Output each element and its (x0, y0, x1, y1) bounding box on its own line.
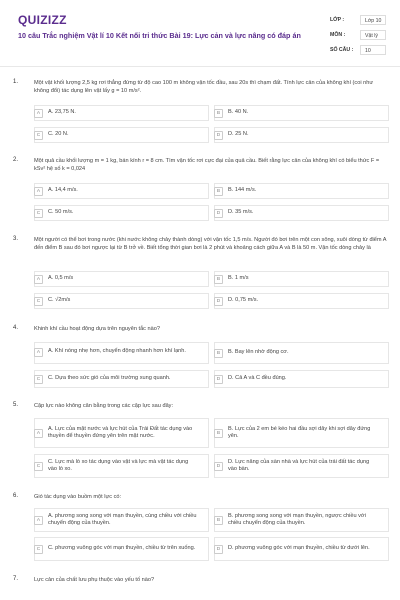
option-key: D (214, 462, 223, 471)
meta-count (330, 45, 386, 56)
option-text: B. 144 m/s. (228, 187, 257, 194)
meta-class (330, 15, 386, 26)
option-text: D. 35 m/s. (228, 209, 254, 216)
class-label: LỚP : (330, 17, 345, 23)
option-key: A (34, 275, 43, 284)
option-key: C (34, 209, 43, 218)
option-b[interactable] (214, 426, 389, 440)
option-d[interactable] (214, 372, 389, 386)
option-text: D. 0,75 m/s. (228, 297, 259, 304)
question-number: 3. (13, 236, 19, 242)
option-text: D. 25 N. (228, 131, 249, 138)
option-text: C. 50 m/s. (48, 209, 74, 216)
header-divider (0, 66, 400, 67)
option-a[interactable] (34, 426, 209, 440)
option-text: A. phương song song với mạn thuyền, cùng chiều với chiều chuyển động của thuyền. (48, 512, 197, 526)
option-key: D (214, 375, 223, 384)
quizizz-logo: QUIZIZZ (18, 13, 67, 27)
option-text: B. Lực của 2 em bé kéo hai đầu sợi dây khi sợi dây đứng yên. (228, 425, 371, 439)
option-key: B (214, 516, 223, 525)
option-key: B (214, 349, 223, 358)
class-value: Lớp 10 (360, 15, 386, 25)
option-key: B (214, 429, 223, 438)
option-key: C (34, 297, 43, 306)
question-number: 2. (13, 157, 19, 163)
option-text: A. Khí nóng nhẹ hơn, chuyển động nhanh hơn khí lạnh. (48, 348, 186, 355)
option-d[interactable] (214, 128, 389, 142)
question-number: 7. (13, 576, 19, 582)
question-number: 4. (13, 325, 19, 331)
option-text: B. Bay lên nhờ động cơ. (228, 349, 289, 356)
option-text: D. Lực nâng của sàn nhà và lực hút của trái đất tác dụng vào bàn. (228, 458, 370, 472)
page-title: 10 câu Trắc nghiệm Vật lí 10 Kết nối tri thức Bài 19: Lực cản và lực nâng có đáp án (18, 31, 301, 40)
option-key: A (34, 109, 43, 118)
option-key: B (214, 187, 223, 196)
header (0, 0, 400, 62)
option-a[interactable] (34, 272, 209, 286)
option-key: A (34, 429, 43, 438)
option-text: C. 20 N. (48, 131, 69, 138)
option-b[interactable] (214, 513, 389, 527)
question-text: Cặp lực nào không cân bằng trong các cặp lực sau đây: (34, 403, 174, 409)
option-text: C. Lực mà lò xo tác dụng vào vật và lực mà vật tác dụng vào lò xo. (48, 458, 189, 472)
option-text: D. phương vuông góc với mạn thuyền, chiều từ dưới lên. (228, 545, 370, 552)
option-key: D (214, 209, 223, 218)
option-d[interactable] (214, 459, 389, 473)
option-c[interactable] (34, 372, 209, 386)
option-text: C. phương vuông góc với mạn thuyền, chiều từ trên xuống. (48, 545, 196, 552)
option-key: A (34, 187, 43, 196)
option-key: C (34, 375, 43, 384)
option-text: B. phương song song với mạn thuyền, ngược chiều với chiều chuyển động của thuyền. (228, 512, 366, 526)
option-b[interactable] (214, 106, 389, 120)
option-b[interactable] (214, 272, 389, 286)
count-value: 10 (360, 45, 386, 55)
option-key: A (34, 516, 43, 525)
option-text: B. 40 N. (228, 109, 249, 116)
option-key: D (214, 297, 223, 306)
option-key: D (214, 545, 223, 554)
question-text: Một quả cầu khối lượng m = 1 kg, bán kính r = 8 cm. Tìm vận tốc rơi cực đại của quả cầu. Biết rằng lực cản của không khí có biểu thức F = kSv² hệ số k = 0,024 (34, 158, 380, 173)
option-key: D (214, 131, 223, 140)
question-text: Lực cản của chất lưu phụ thuộc vào yếu tố nào? (34, 577, 155, 583)
option-key: C (34, 462, 43, 471)
option-key: C (34, 545, 43, 554)
option-key: C (34, 131, 43, 140)
question-number: 6. (13, 493, 19, 499)
option-d[interactable] (214, 206, 389, 220)
subject-value: Vật lý (360, 30, 386, 40)
option-text: A. Lực của mặt nước và lực hút của Trái Đất tác dụng vào thuyền để thuyền đứng yên trên mặt nước. (48, 425, 193, 439)
option-text: A. 0,5 m/s (48, 275, 74, 282)
option-c[interactable] (34, 294, 209, 308)
option-a[interactable] (34, 106, 209, 120)
option-text: C. √2m/s (48, 297, 71, 304)
option-b[interactable] (214, 346, 389, 360)
option-text: A. 14,4 m/s. (48, 187, 78, 194)
option-a[interactable] (34, 184, 209, 198)
option-a[interactable] (34, 513, 209, 527)
option-c[interactable] (34, 206, 209, 220)
option-d[interactable] (214, 542, 389, 556)
question-number: 5. (13, 402, 19, 408)
option-a[interactable] (34, 345, 209, 359)
option-text: B. 1 m/s (228, 275, 249, 282)
option-d[interactable] (214, 294, 389, 308)
option-b[interactable] (214, 184, 389, 198)
option-key: B (214, 275, 223, 284)
option-key: B (214, 109, 223, 118)
option-c[interactable] (34, 459, 209, 473)
question-text: Một người có thể bơi trong nước (khi nước không chảy thành dòng) với vận tốc 1,5 m/s. Người đó bơi trên một con sông, xuôi dòng từ điểm A đến điểm B sau đó bơi ngược lại từ B trở về. Biết tổng thời gian bơi là 2 phút và khoảng cách giữa A và B là 50 m. Vận tốc dòng chảy là (34, 237, 387, 252)
option-c[interactable] (34, 128, 209, 142)
option-text: C. Dựa theo sức gió của môi trường xung quanh. (48, 375, 171, 382)
meta-subject (330, 30, 386, 41)
question-text: Một vật khối lượng 2,5 kg rơi thẳng đứng từ độ cao 100 m không vận tốc đầu, sau 20s thì chạm đất. Tính lực cản của không khí (coi như không đổi) tác dụng lên vật lấy g = 10 m/s². (34, 80, 374, 95)
question-number: 1. (13, 79, 19, 85)
count-label: SỐ CÂU : (330, 47, 354, 53)
question-text: Khinh khí cầu hoạt động dựa trên nguyên tắc nào? (34, 326, 160, 332)
question-text: Gió tác dụng vào buồm một lực có: (34, 494, 122, 500)
option-key: A (34, 348, 43, 357)
option-text: A. 23,75 N. (48, 109, 76, 116)
subject-label: MÔN : (330, 32, 346, 38)
option-text: D. Cả A và C đều đúng. (228, 375, 287, 382)
option-c[interactable] (34, 542, 209, 556)
